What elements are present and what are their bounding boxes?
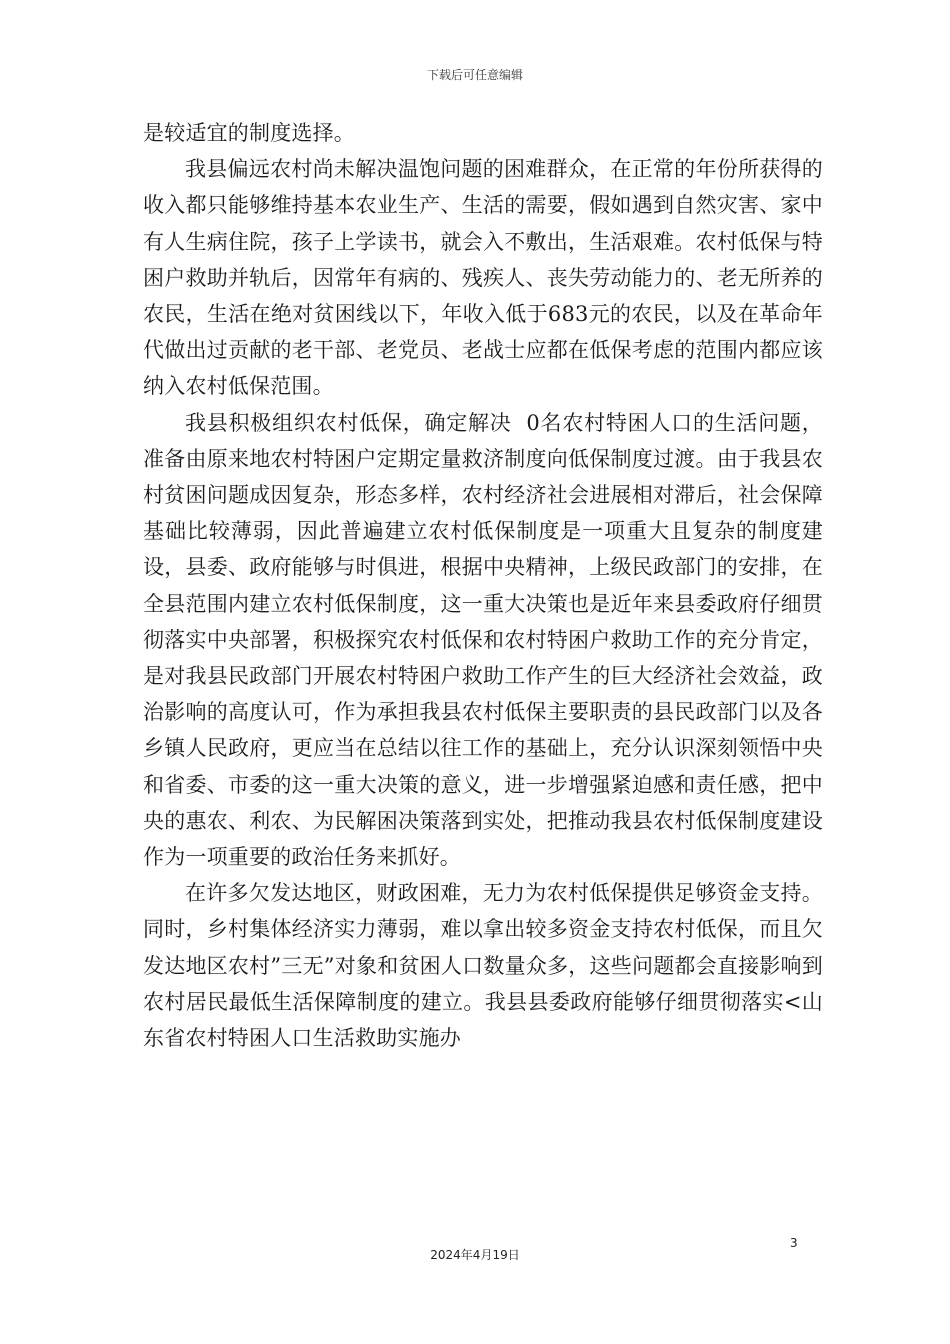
footer-date: 2024年4月19日 — [430, 1248, 520, 1262]
paragraph: 我县积极组织农村低保，确定解决 0名农村特困人口的生活问题，准备由原来地农村特困户定期定量救济制度向低保制度过渡。由于我县农村贫困问题成因复杂，形态多样，农村经济社会进展相对滞后，社会保障基础比较薄弱，因此普遍建立农村低保制度是一项重大且复杂的制度建设，县委、政府能够与时俱进，根据中央精神，上级民政部门的安排，在全县范围内建立农村低保制度，这一重大决策也是近年来县委政府仔细贯彻落实中央部署，积极探究农村低保和农村特困户救助工作的充分肯定，是对我县民政部门开展农村特困户救助工作产生的巨大经济社会效益，政治影响的高度认可，作为承担我县农村低保主要职责的县民政部门以及各乡镇人民政府，更应当在总结以往工作的基础上，充分认识深刻领悟中央和省委、市委的这一重大决策的意义，进一步增强紧迫感和责任感，把中央的惠农、利农、为民解困决策落到实处，把推动我县农村低保制度建设作为一项重要的政治任务来抓好。 — [143, 410, 823, 870]
document-body — [143, 115, 823, 1056]
page-number: 3 — [790, 1236, 798, 1250]
paragraph: 我县偏远农村尚未解决温饱问题的困难群众，在正常的年份所获得的收入都只能够维持基本农业生产、生活的需要，假如遇到自然灾害、家中有人生病住院，孩子上学读书，就会入不敷出，生活艰难。农村低保与特困户救助并轨后，因常年有病的、残疾人、丧失劳动能力的、老无所养的农民，生活在绝对贫困线以下，年收入低于683元的农民，以及在革命年代做出过贡献的老干部、老党员、老战士应都在低保考虑的范围内都应该纳入农村低保范围。 — [143, 157, 823, 399]
paragraph: 在许多欠发达地区，财政困难，无力为农村低保提供足够资金支持。同时，乡村集体经济实力薄弱，难以拿出较多资金支持农村低保，而且欠发达地区农村”三无”对象和贫困人口数量众多，这些问题都会直接影响到农村居民最低生活保障制度的建立。我县县委政府能够仔细贯彻落实<山东省农村特困人口生活救助实施办 — [143, 881, 823, 1051]
page-header: 下载后可任意编辑 — [426, 68, 523, 82]
paragraph-continuation: 是较适宜的制度选择。 — [143, 121, 355, 145]
